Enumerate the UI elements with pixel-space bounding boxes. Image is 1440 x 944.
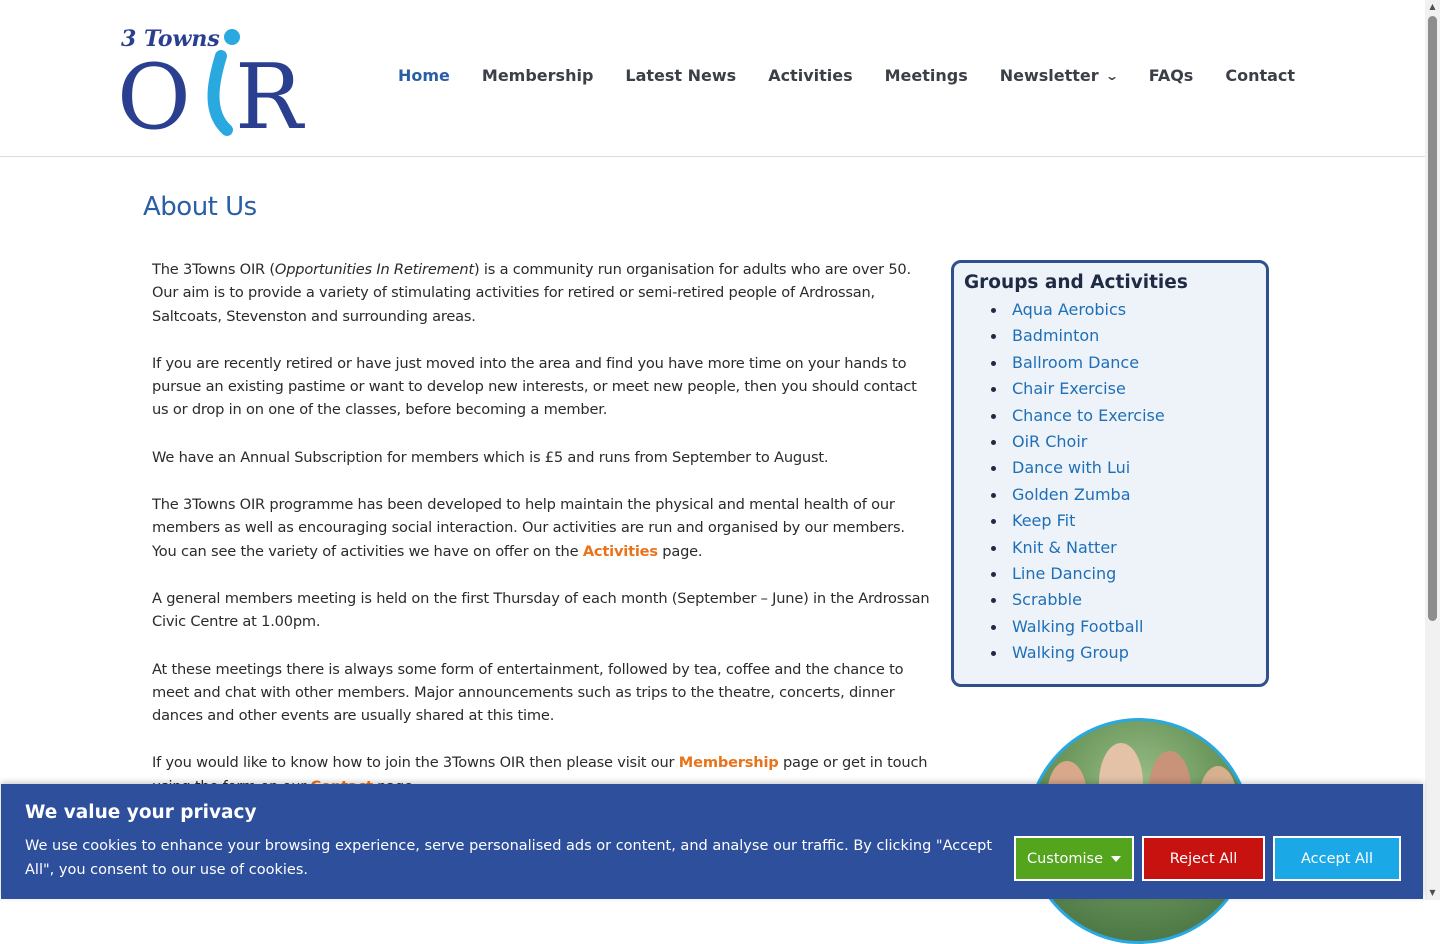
nav-activities[interactable]: Activities bbox=[768, 66, 853, 85]
activity-link[interactable]: Dance with Lui bbox=[1012, 458, 1131, 478]
nav-latest-news[interactable]: Latest News bbox=[625, 66, 737, 85]
nav-home[interactable]: Home bbox=[398, 66, 450, 85]
activity-link[interactable]: Walking Group bbox=[1012, 643, 1129, 663]
logo-swoosh bbox=[214, 56, 228, 130]
logo-top-text: 3 Towns bbox=[121, 26, 220, 52]
nav-faqs[interactable]: FAQs bbox=[1148, 66, 1194, 85]
site-logo[interactable] bbox=[117, 22, 327, 136]
list-item bbox=[1012, 483, 1165, 509]
scroll-up-icon[interactable]: ▲ bbox=[1429, 2, 1436, 11]
p1-text-b: ) is a community run organisation for adults who are over 50. Our aim is to provide a variety of stimulating activities for retired or semi-retired people of Ardrossan, Saltcoats, Stevenston and surrounding areas. bbox=[152, 261, 911, 325]
logo-dot bbox=[224, 29, 240, 45]
scroll-thumb[interactable] bbox=[1428, 16, 1437, 621]
p7-text-b: page or get in touch bbox=[782, 754, 928, 772]
cookie-consent-banner bbox=[1, 784, 1423, 899]
nav-newsletter-label: Newsletter bbox=[999, 66, 1099, 85]
p1-emphasis: Opportunities In Retirement bbox=[274, 261, 474, 278]
activity-link[interactable]: Walking Football bbox=[1012, 616, 1144, 636]
logo-main-text: O bbox=[117, 45, 185, 136]
logo-r: R bbox=[235, 45, 303, 136]
page-title: About Us bbox=[143, 192, 257, 222]
list-item bbox=[1012, 456, 1165, 482]
activity-link[interactable]: Line Dancing bbox=[1012, 563, 1117, 583]
intro-paragraph bbox=[152, 258, 932, 328]
widget-title: Groups and Activities bbox=[964, 272, 1188, 293]
membership-link[interactable]: Membership bbox=[678, 754, 779, 772]
activity-link[interactable]: Aqua Aerobics bbox=[1012, 300, 1127, 319]
subscription-paragraph: We have an Annual Subscription for members which is £5 and runs from September to August. bbox=[152, 448, 829, 466]
activity-link[interactable]: Knit & Natter bbox=[1012, 537, 1117, 557]
list-item bbox=[1012, 404, 1165, 430]
p7-text-a: If you would like to know how to join the 3Towns OIR then please visit our bbox=[152, 754, 679, 772]
customise-label: Customise bbox=[1026, 850, 1104, 867]
activity-link[interactable]: Chance to Exercise bbox=[1012, 405, 1165, 425]
page-scrollbar[interactable] bbox=[1425, 0, 1440, 900]
list-item bbox=[1012, 641, 1165, 667]
list-item bbox=[1012, 615, 1165, 641]
cookie-text: We use cookies to enhance your browsing experience, serve personalised ads or content, and analyse our traffic. By clicking "Accept All", you consent to our use of cookies. bbox=[25, 838, 993, 878]
activities-link[interactable]: Activities bbox=[582, 542, 658, 560]
list-item bbox=[1012, 536, 1165, 562]
list-item bbox=[1012, 430, 1165, 456]
activity-link[interactable]: Keep Fit bbox=[1012, 511, 1076, 531]
list-item bbox=[1012, 377, 1165, 403]
nav-meetings[interactable]: Meetings bbox=[884, 66, 968, 85]
groups-activities-widget bbox=[951, 260, 1269, 687]
programme-paragraph bbox=[152, 493, 932, 563]
main-nav bbox=[398, 66, 1295, 85]
accept-all-button[interactable]: Accept All bbox=[1273, 836, 1401, 881]
p4-text-a: The 3Towns OIR programme has been developed to help maintain the physical and mental health of our members as well as encouraging social interaction. Our activities are run and organised by our members. You can see the variety of activities we have on offer on the bbox=[152, 496, 905, 560]
list-item bbox=[1012, 324, 1165, 350]
p4-text-b: page. bbox=[657, 542, 703, 560]
nav-contact[interactable]: Contact bbox=[1225, 66, 1296, 85]
activities-list bbox=[1012, 298, 1165, 667]
activity-link[interactable]: OiR Choir bbox=[1012, 431, 1088, 451]
activity-link[interactable]: Golden Zumba bbox=[1012, 484, 1131, 504]
about-content bbox=[152, 258, 932, 822]
scroll-down-icon[interactable]: ▼ bbox=[1429, 888, 1436, 897]
list-item bbox=[1012, 509, 1165, 535]
p1-text-a: The 3Towns OIR ( bbox=[152, 261, 275, 278]
customise-button[interactable] bbox=[1014, 836, 1134, 881]
caret-down-icon bbox=[1111, 856, 1121, 862]
chevron-down-icon: ⌄ bbox=[1104, 68, 1119, 83]
cookie-title: We value your privacy bbox=[25, 802, 257, 823]
activity-link[interactable]: Badminton bbox=[1012, 326, 1100, 346]
nav-newsletter[interactable] bbox=[1000, 66, 1117, 85]
activity-link[interactable]: Chair Exercise bbox=[1012, 379, 1126, 399]
activity-link[interactable]: Ballroom Dance bbox=[1012, 352, 1140, 372]
list-item bbox=[1012, 562, 1165, 588]
newcomer-paragraph: If you are recently retired or have just moved into the area and find you have more time on your hands to pursue an existing pastime or want to develop new interests, or meet new people, then you should contact us or drop in on one of the classes, before becoming a member. bbox=[152, 354, 917, 419]
list-item bbox=[1012, 298, 1165, 324]
meeting-paragraph: A general members meeting is held on the first Thursday of each month (September – June) in the Ardrossan Civic Centre at 1.00pm. bbox=[152, 589, 930, 631]
site-header bbox=[0, 0, 1425, 157]
reject-all-button[interactable]: Reject All bbox=[1142, 836, 1265, 881]
nav-membership[interactable]: Membership bbox=[481, 66, 594, 85]
list-item bbox=[1012, 588, 1165, 614]
entertainment-paragraph: At these meetings there is always some form of entertainment, followed by tea, coffee and the chance to meet and chat with other members. Major announcements such as trips to the theatre, concerts, dinner dances and other events are usually shared at this time. bbox=[152, 660, 904, 725]
activity-link[interactable]: Scrabble bbox=[1012, 590, 1082, 610]
list-item bbox=[1012, 351, 1165, 377]
